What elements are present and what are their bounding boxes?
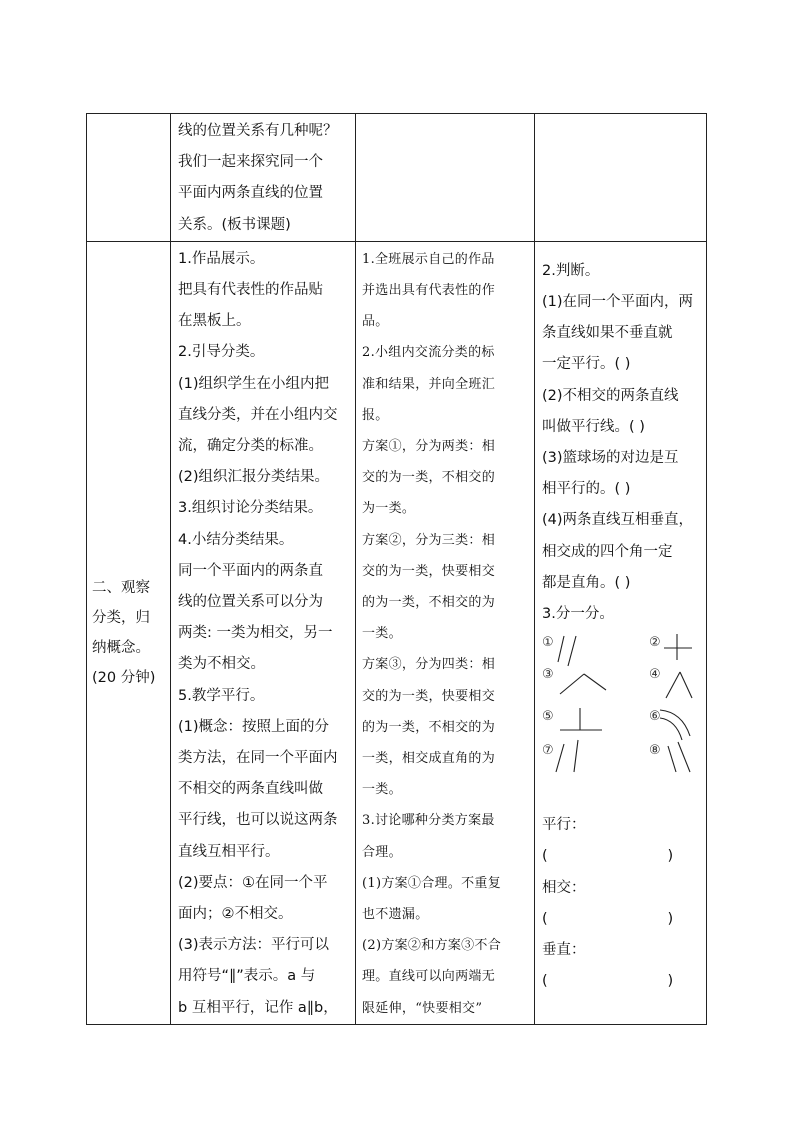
text-line: 一类，相交成直角的为 — [362, 751, 496, 767]
text-line: (2)组织汇报分类结果。 — [178, 469, 330, 486]
text-line: 准和结果，并向全班汇 — [362, 376, 496, 392]
text-line: 5.教学平行。 — [178, 687, 265, 704]
text-line: 的为一类，不相交的为 — [362, 595, 496, 611]
student-activity-cell — [356, 241, 535, 1024]
text-line: 交的为一类，快要相交 — [362, 563, 496, 579]
text-line: 限延伸，“快要相交” — [362, 1000, 483, 1016]
text-line: 交的为一类，不相交的 — [362, 470, 496, 486]
text-line: (1)方案①合理。不重复 — [362, 875, 502, 891]
text-line: 方案③，分为四类：相 — [362, 657, 496, 673]
stage-label — [92, 573, 166, 693]
line-classification-figure — [542, 632, 702, 804]
text-line: 把具有代表性的作品贴 — [178, 282, 323, 299]
figure4-line — [680, 672, 692, 698]
teacher-cell-intro — [171, 114, 356, 242]
text-line: 叫做平行线。( ) — [542, 418, 645, 435]
text-line: 1.全班展示自己的作品 — [362, 251, 495, 267]
figure1-line — [558, 636, 564, 662]
figure8-line — [678, 742, 690, 772]
figure1-line — [568, 636, 576, 666]
text-line: 为一类。 — [362, 501, 416, 517]
exercise-questions — [542, 256, 702, 630]
text-line: 线的位置关系可以分为 — [178, 594, 323, 611]
table-row — [87, 241, 707, 1024]
text-line: 同一个平面内的两条直 — [178, 562, 323, 579]
text-line: 的为一类，不相交的为 — [362, 719, 496, 735]
stage-line: 分类，归 — [92, 609, 150, 626]
text-line: 一定平行。( ) — [542, 356, 631, 373]
parallel-blank: ( ) — [542, 848, 674, 865]
text-line: 相平行的。( ) — [542, 481, 631, 498]
figure-label: ⑦ — [542, 743, 554, 759]
figure6-arc — [660, 718, 682, 740]
parallel-label: 平行： — [542, 817, 586, 834]
figure-label: ⑤ — [542, 709, 554, 725]
text-line: 平面内两条直线的位置 — [178, 185, 323, 202]
text-line: 也不遗漏。 — [362, 907, 429, 923]
figure-label: ⑥ — [649, 709, 661, 725]
text-line: 相交成的四个角一定 — [542, 543, 673, 560]
text-line: 2.小组内交流分类的标 — [362, 345, 495, 361]
text-line: 3.讨论哪种分类方案最 — [362, 813, 495, 829]
text-line: 2.判断。 — [542, 262, 600, 279]
figure3-line — [560, 674, 584, 694]
figure6-arc — [660, 710, 690, 736]
answer-blanks — [542, 810, 702, 997]
figure4-line — [666, 672, 680, 698]
text-line: 方案②，分为三类：相 — [362, 532, 496, 548]
figure-label: ④ — [649, 667, 661, 683]
text-line: 用符号“∥”表示。a 与 — [178, 968, 316, 985]
figure8-line — [668, 746, 676, 772]
text-line: 3.分一分。 — [542, 606, 614, 623]
figure-label: ⑧ — [649, 743, 661, 759]
stage-line: 纳概念。 — [92, 639, 150, 656]
text-line: 4.小结分类结果。 — [178, 531, 294, 548]
text-line: 报。 — [362, 407, 389, 423]
text-line: (2)方案②和方案③不合 — [362, 938, 502, 954]
text-line: (3)表示方法：平行可以 — [178, 937, 330, 954]
text-line: 并选出具有代表性的作 — [362, 283, 496, 299]
text-line: 2.引导分类。 — [178, 344, 265, 361]
text-line: 线的位置关系有几种呢？ — [178, 123, 338, 139]
text-line: 品。 — [362, 314, 389, 330]
text-line: 关系。(板书课题) — [178, 216, 291, 233]
stage-cell-empty — [87, 114, 171, 242]
text-line: 条直线如果不垂直就 — [542, 325, 673, 342]
text-line: (1)组织学生在小组内把 — [178, 375, 330, 392]
student-activity-text — [362, 244, 530, 1024]
text-line: (4)两条直线互相垂直， — [542, 512, 694, 529]
perpendicular-blank: ( ) — [542, 973, 674, 990]
text-line: b 互相平行，记作 a∥b， — [178, 999, 338, 1016]
intersect-blank: ( ) — [542, 910, 674, 927]
stage-cell — [87, 241, 171, 1024]
text-line: 类为不相交。 — [178, 656, 265, 673]
text-line: 两类: 一类为相交，另一 — [178, 625, 333, 642]
text-line: 理。直线可以向两端无 — [362, 969, 496, 985]
exercise-cell — [535, 241, 707, 1024]
text-line: 一类。 — [362, 626, 402, 642]
stage-line: 二、观察 — [92, 579, 150, 596]
text-line: 直线分类，并在小组内交 — [178, 406, 338, 423]
text-line: 在黑板上。 — [178, 313, 251, 330]
text-line: 方案①，分为两类：相 — [362, 439, 496, 455]
figure7-line — [574, 740, 578, 772]
text-line: (2)不相交的两条直线 — [542, 387, 679, 404]
text-line: 直线互相平行。 — [178, 843, 280, 860]
table-row — [87, 114, 707, 242]
figure7-line — [556, 744, 564, 772]
exercise-cell-empty — [535, 114, 707, 242]
text-line: 都是直角。( ) — [542, 574, 631, 591]
teacher-activity-text — [178, 244, 349, 1024]
figure-label: ② — [649, 635, 661, 651]
perpendicular-label: 垂直： — [542, 942, 586, 959]
text-line: (1)概念：按照上面的分 — [178, 718, 330, 735]
figure-label: ① — [542, 635, 554, 651]
text-line: 面内；②不相交。 — [178, 906, 293, 923]
stage-line: (20 分钟) — [92, 669, 156, 686]
text-line: (3)篮球场的对边是互 — [542, 450, 679, 467]
teacher-intro-text — [178, 116, 349, 241]
text-line: 我们一起来探究同一个 — [178, 154, 323, 171]
text-line: 不相交的两条直线叫做 — [178, 781, 323, 798]
text-line: 平行线，也可以说这两条 — [178, 812, 338, 829]
figure-label: ③ — [542, 667, 554, 683]
lesson-plan-table — [86, 113, 707, 1025]
text-line: 3.组织讨论分类结果。 — [178, 500, 323, 517]
text-line: (1)在同一个平面内，两 — [542, 294, 694, 311]
teacher-activity-cell — [171, 241, 356, 1024]
text-line: 交的为一类，快要相交 — [362, 688, 496, 704]
text-line: (2)要点：①在同一个平 — [178, 874, 328, 891]
student-cell-empty — [356, 114, 535, 242]
text-line: 一类。 — [362, 782, 402, 798]
text-line: 1.作品展示。 — [178, 250, 265, 267]
text-line: 流，确定分类的标准。 — [178, 438, 323, 455]
text-line: 合理。 — [362, 844, 402, 860]
intersect-label: 相交： — [542, 879, 586, 896]
figure3-line — [584, 674, 606, 690]
text-line: 类方法，在同一个平面内 — [178, 750, 338, 767]
